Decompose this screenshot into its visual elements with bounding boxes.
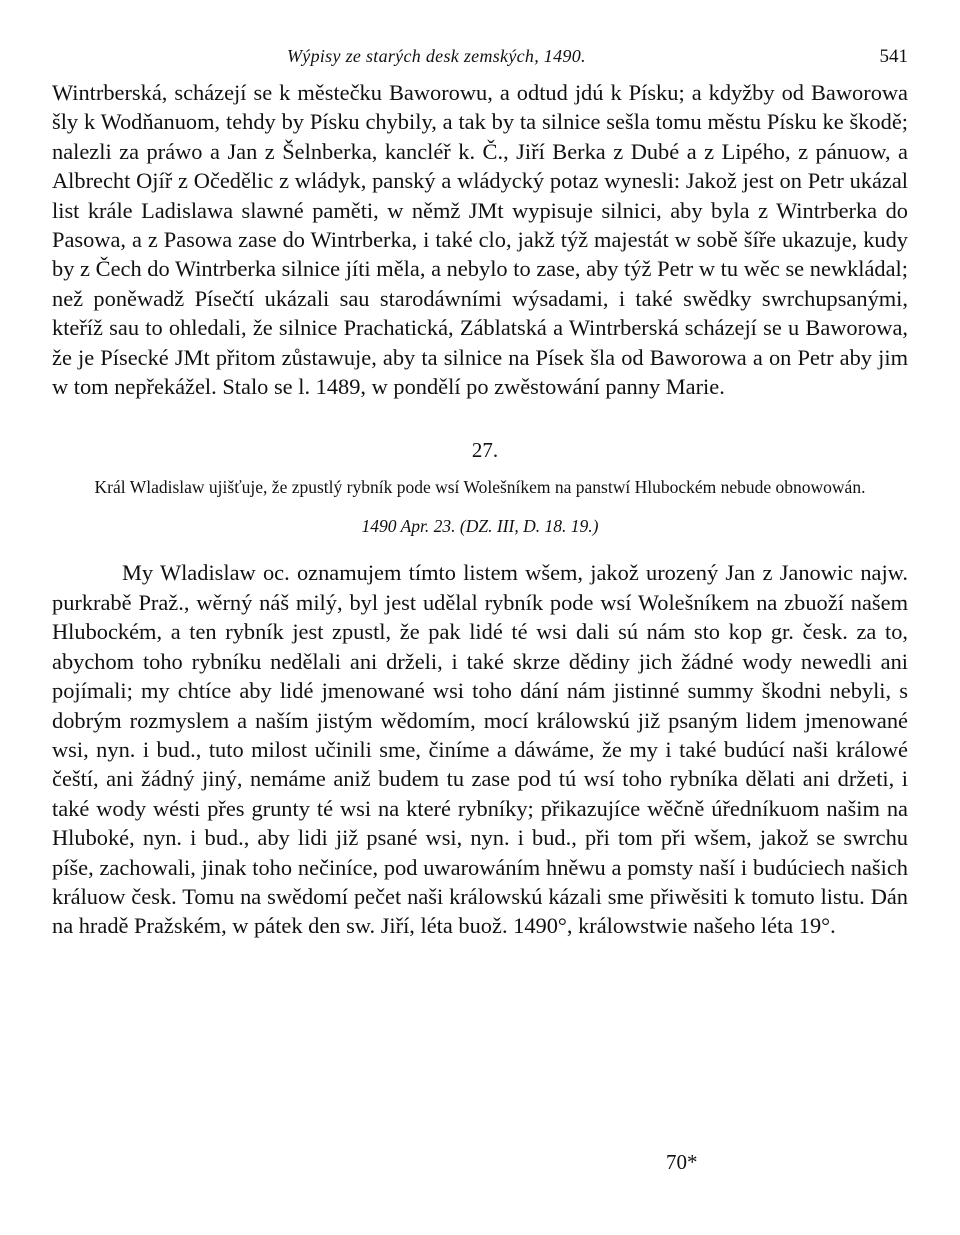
document-heading: Král Wladislaw ujišťuje, že zpustlý rybník pode wsí Wolešníkem na panstwí Hlubockém nebude obnowowán. xyxy=(94,477,866,498)
document-number: 27. xyxy=(471,438,499,463)
document-date: 1490 Apr. 23. (DZ. III, D. 18. 19.) xyxy=(361,516,599,537)
running-head xyxy=(52,42,908,78)
document-body: My Wladislaw oc. oznamujem tímto listem wšem, jakož urozený Jan z Janowic najw. purkrabě Praž., wěrný náš milý, byl jest udělal rybník pode wsí Wolešníkem na zbuoží našem Hlubockém, a ten rybník jest zpustl, že pak lidé té wsi dali sú nám sto kop gr. česk. za to, abychom toho rybníku nedělali ani drželi, i také skrze dědiny jich žádné wody newedli ani pojímali; my chtíce aby lidé jmenowané wsi toho dání nám jistinné summy škodni nebyli, s dobrým rozmyslem a naším jistým wědomím, mocí králowskú již psaným lidem jmenowané wsi, nyn. i bud., tuto milost učinili sme, činíme a dáwáme, že my i také budúcí naši králowé čeští, ani žádný jiný, nemáme aniž budem tu zase pod tú wsí toho rybníka dělati ani držeti, i také wody wésti přes grunty té wsi na které rybníky; přikazujíce wěčně úředníkuom našim na Hluboké, nyn. i bud., aby lidi již psané wsi, nyn. i bud., při tom při wšem, jakož se swrchu píše, zachowali, jinak toho nečiníce, pod uwarowáním hněwu a pomsty naší i budúciech našich králuow česk. Tomu na swědomí pečet naši králowskú kázali sme přiwěsiti k tomuto listu. Dán na hradě Pražském, w pátek den sw. Jiří, léta buož. 1490°, králowstwie našeho léta 19°. xyxy=(52,560,908,939)
page-number: 541 xyxy=(879,46,908,67)
running-title: Wýpisy ze starých desk zemských, 1490. xyxy=(287,46,586,66)
signature-mark: 70* xyxy=(666,1150,698,1174)
page xyxy=(52,42,908,941)
continuation-paragraph: Wintrberská, scházejí se k městečku Baworowu, a odtud jdú k Písku; a kdyžby od Baworowa šly k Wodňanuom, tehdy by Písku chybily, a tak by ta silnice sešla tomu městu Písku ke škodě; nalezli za práwo a Jan z Šelnberka, kancléř k. Č., Jiří Berka z Dubé a z Lipého, z pánuow, a Albrecht Ojíř z Očedělic z wládyk, panský a wládycký potaz wynesli: Jakož jest on Petr ukázal list krále Ladislawa slawné paměti, w němž JMt wypisuje silnici, aby byla z Wintrberka do Pasowa, a z Pasowa zase do Wintrberka, i také clo, jakž týž majestát w sobě šíře ukazuje, kudy by z Čech do Wintrberka silnice jíti měla, a nebylo to zase, aby týž Petr w tu wěc se newkládal; než poněwadž Písečtí ukázali sau starodáwními wýsadami, i také swědky swrchupsanými, kteříž sau to ohledali, že silnice Prachatická, Záblatská a Wintrberská scházejí se u Baworowa, že je Písecké JMt přitom zůstawuje, aby ta silnice na Písek šla od Baworowa a on Petr aby jim w tom nepřekážel. Stalo se l. 1489, w pondělí po zwěstowání panny Marie. xyxy=(52,80,908,400)
